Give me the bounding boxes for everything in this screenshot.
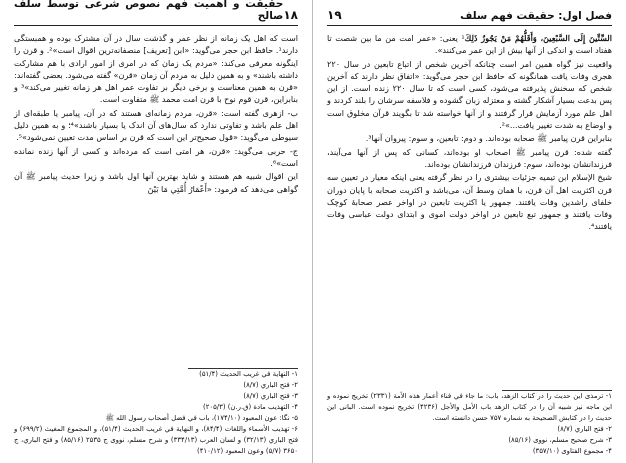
paragraph: ب- ازهری گفته است: «قرن، مردم زمانه‌ای هستند که در آن، پیامبر یا طبقه‌ای از اهل علم باشد و تفاوتی ندارد که سال‌های آن اندک یا بسیار باشند»⁴؛ و به همین دلیل سیوطی می‌گوید: «قول صحیح‌تر این است که قرن بر اساس مدت تعیین نمی‌شود»⁵. [14,107,298,143]
footnotes [327,390,612,457]
body-text [327,32,612,233]
footnote: ۴- التهذيب مادة (ق.ر.ن) (۲۰۵/۳) [202,403,298,411]
paragraph: بنابراین قرن پیامبر ﷺ صحابه بوده‌اند. و دوم: تابعین، و سوم: پیروان آنها³. [365,133,612,144]
paragraph-with-verse [327,32,612,57]
footnote: ۲- فتح الباري (۸/۷) [243,381,298,389]
paragraph-continuation: ¹ یعنی: «عمر امت من ما بین شصت تا هفتاد است و اندکی از آنها بیش از این عمر می‌کنند». [327,33,612,56]
running-title: حقیقت و اهمیت فهم نصوص شرعی توسط سلف صالح [14,0,284,22]
footnote: ۵- نگا: عون المعبود (۱۷۴/۱۰)، باب في فضل أصحاب رسول الله ﷺ [105,414,298,422]
page-number: ۱۹ [327,8,342,22]
paragraph: این اقوال شبیه هم هستند و شاید بهترین آنها اول باشد و زیرا حدیث پیامبر ﷺ آن گواهی می‌دهد که فرمود: «أَعْمَارُ أُمَّتِي مَا بَيْنَ [14,171,298,194]
page-header [14,0,298,26]
paragraph: است که اهل یک زمانه از نظر عمر و گذشت سال در آن مشترک بوده و همبستگی دارند¹. حافظ ابن حجر می‌گوید: «ابن [تعریف] منصفانه‌ترین اقوال است»². و قرن را اینگونه معرفی می‌کند: «مردم یک زمان که در امری از امور ارادی با هم مشارکت داشته باشند» و به همین دلیل به مردم آن زمان «قرن» گفته می‌شود. بعضی گفته‌اند: «قرن به همین معناست و برخی دیگر بر تفاوت عمر اهل هر زمانه تغییر می‌کند»³ و بنابراین، قرن قوم نوح با قرن امت محمد ﷺ متفاوت است. [14,33,299,105]
paragraph: واقعیت نیز گواه همین امر است چنانکه آخرین شخص از اتباع تابعین در سال ۲۲۰ هجری وفات یافت همانگونه که حافظ ابن حجر می‌گوید: «اتفاق نظر دارند که آخرین شخص که سخنش پذیرفته می‌شود، کسی است که تا سال ۲۲۰ زنده است. از این پس بدعت بسیار آشکار گشته و معتزله زبان گشوده و فلاسفه سرشان را بلند کردند و اهل علم مورد آزمایش قرار گرفتند و از آنها خواسته شد تا بگویند قرآن مخلوق است و اوضاع به شدت تغییر یافت...»². [327,58,613,131]
paragraph: شیخ الإسلام ابن تیمیه جزئیات بیشتری را در نظر گرفته یعنی اینکه معیار در تعیین سه قرن اکثریت اهل آن قرن، با همان وسط آن، می‌باشد و اکثریت صحابه با پایان دوران خلفای راشدین وفات یافتند. جمهور یا اکثریت تابعین در اواخر عصر صحابهٔ کوچک وفات یافتند و جمهور تبع تابعین در اواخر دولت اموی و ابتدای دولت عباسی وفات یافتند⁴. [327,172,612,232]
footnote: ۶- تهذيب الأسماء واللغات (۸۴/۴)، و النهاية في غريب الحديث (۵۱/۴)، و المجموع المغيث (۶۹۹/۲) و فتح الباري (۳۲/۱۳) و لسان العرب (۳۳۴/۱۳) و شرح مسلم، نووی ج ۲۵۳۵ (۸۵/۱۶) و فتح الباري، ج ۳۶۵۰ (۵/۷) وعون المعبود (۴۱۰/۱۲) [14,425,299,455]
paragraph: گفته شده: قرن پیامبر ﷺ اصحاب او بوده‌اند، کسانی که پس از آنها می‌آیند، فرزندانشان بوده‌اند، سوم: فرزندان فرزندانشان بوده‌اند. [327,146,612,169]
page-header [327,8,612,26]
footnote: ۴- مجموع الفتاوی (۳۵۷/۱۰) [532,447,612,455]
footnotes [14,368,298,457]
footnote: ۳- فتح الباري (۸/۷) [243,392,298,400]
arabic-quote: السِّتِّينَ إِلَى السَّبْعِينَ، وَأَقَلُّهُمْ مَنْ يَجُوزُ ذَلِكَ [464,33,613,43]
footnote: ۱- ترمذی این حدیث را در کتاب الزهد، باب: ما جاء في فناء أعمار هذه الأمة (۲۳۳۱) تخریج نموده و این ماجه نیز شبیه آن را در کتاب الزهد باب الأمل والأجل (۴۲۳۶) تخریج نموده است. البانی این حدیث را در کتابش الصحیحة به شماره ۷۵۷ حسن دانسته است. [327,392,612,422]
footnote: ۱- النهاية في غريب الحديث (۵۱/۴) [199,370,298,378]
footnote: ۲- فتح الباري (۸/۷) [557,425,612,433]
body-text [14,32,298,195]
paragraph: ج- حربی می‌گوید: «قرن، هر امتی است که مرده‌اند و کسی از آنها زنده نمانده است»⁶. [14,145,298,168]
running-title: فصل اول: حقیقت فهم سلف [460,10,612,22]
footnote: ۳- شرح صحیح مسلم، نووی (۸۵/۱۶) [508,436,612,444]
page-19 [313,0,626,463]
page-number: ۱۸ [283,8,298,22]
